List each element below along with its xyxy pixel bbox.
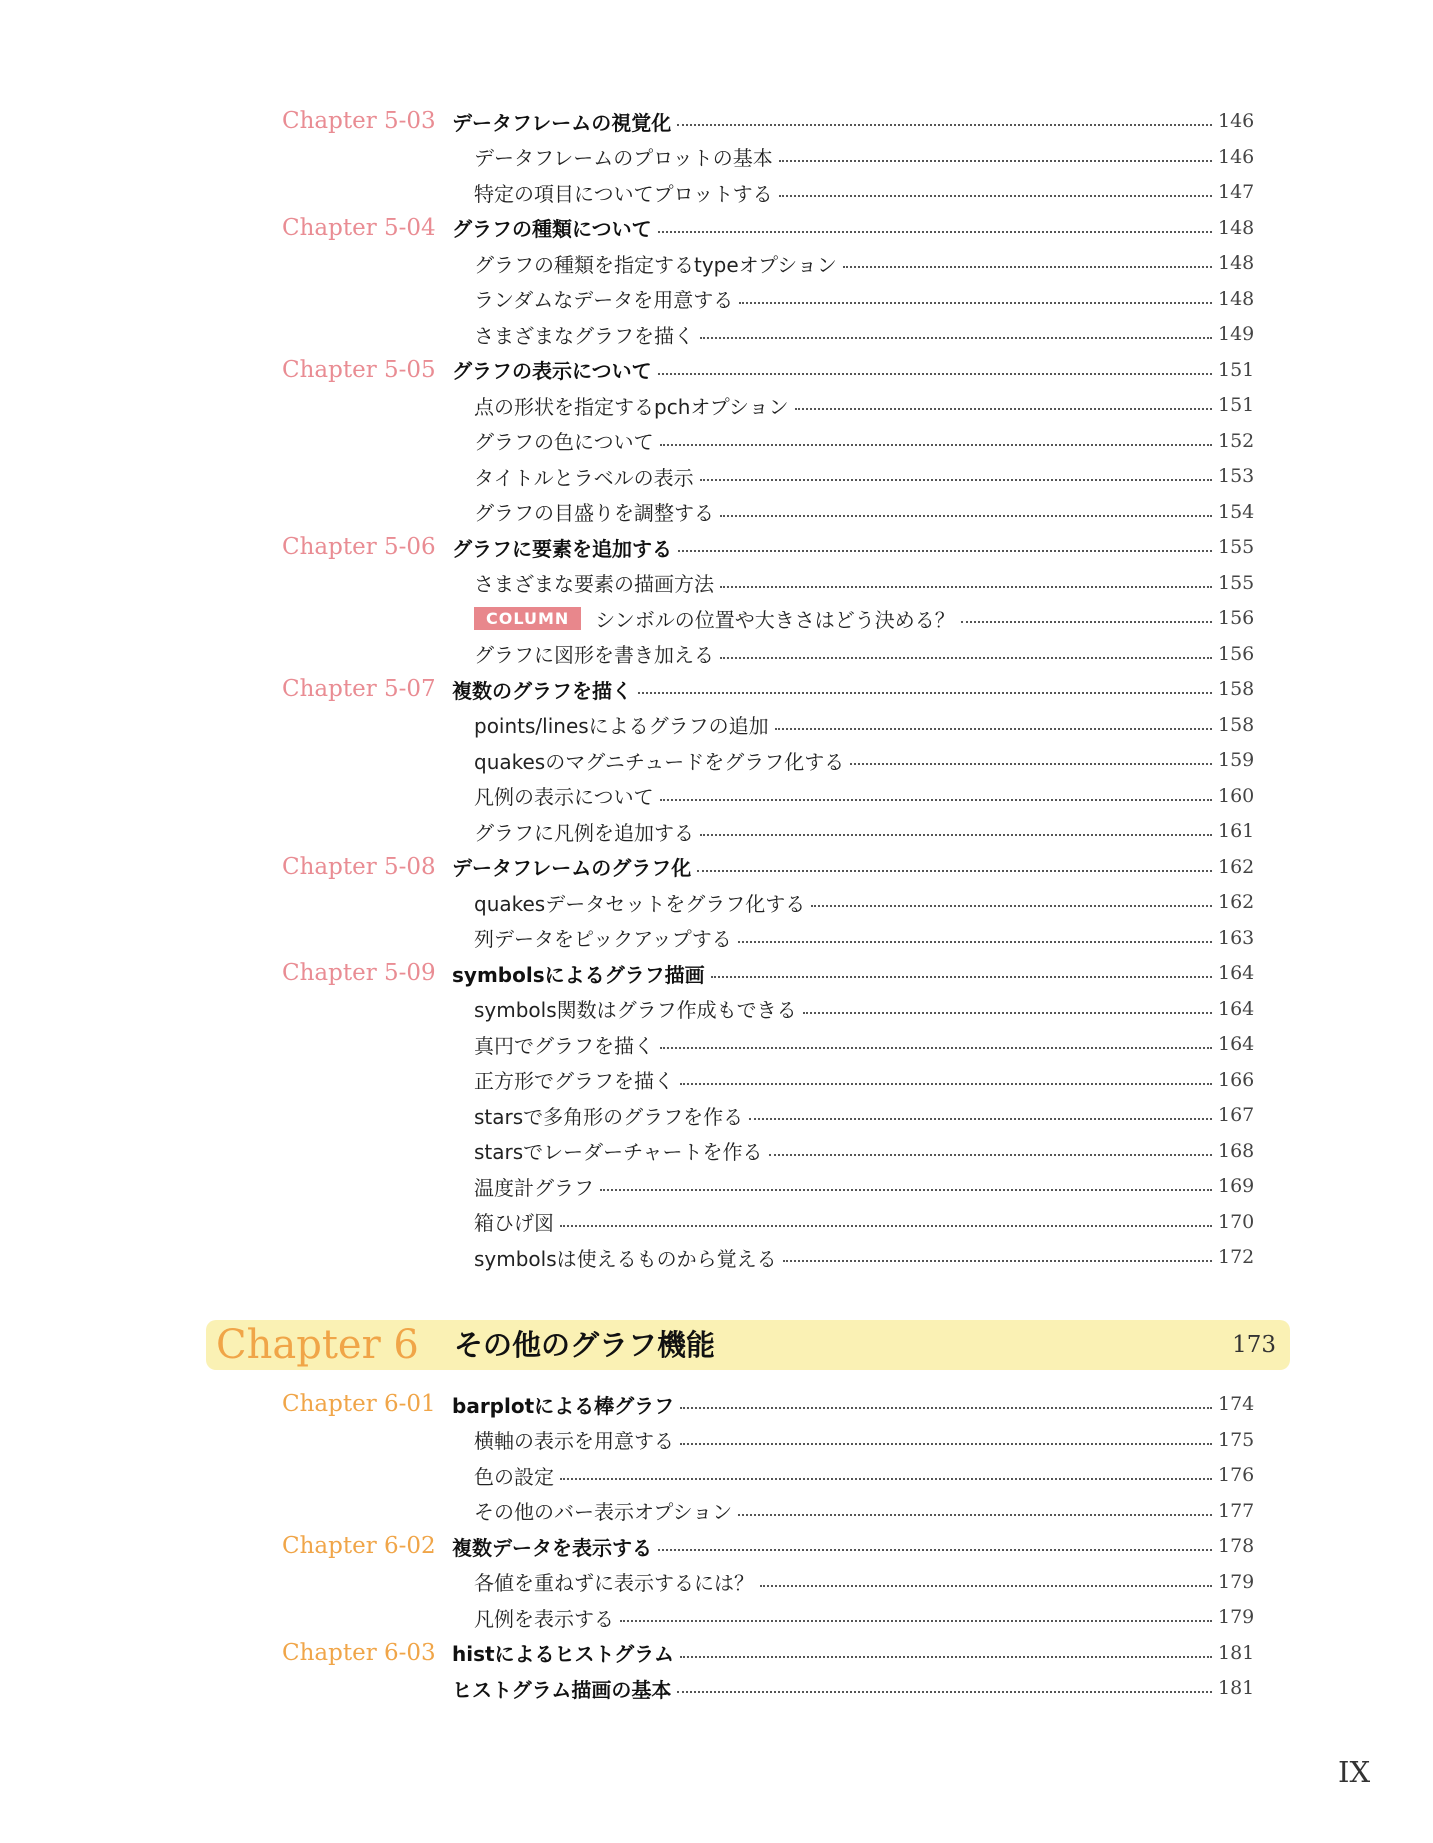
toc-leader-line bbox=[474, 1423, 1254, 1457]
toc-leader-line bbox=[474, 1494, 1254, 1528]
toc-entry-row bbox=[0, 1565, 1433, 1599]
page-number: 163 bbox=[1218, 926, 1255, 949]
dot-leader bbox=[600, 1189, 1212, 1191]
toc-entry-row bbox=[0, 1600, 1433, 1634]
entry-title: グラフの色について bbox=[474, 430, 654, 454]
dot-leader bbox=[779, 195, 1212, 197]
toc-chapter-row bbox=[0, 1636, 1433, 1670]
page-number: 148 bbox=[1218, 287, 1255, 310]
entry-title: 特定の項目についてプロットする bbox=[474, 181, 773, 206]
page-number: 170 bbox=[1218, 1210, 1255, 1233]
entry-title: 列データをピックアップする bbox=[474, 927, 732, 951]
toc-leader-line bbox=[474, 779, 1254, 813]
entry-title: quakesのマグニチュードをグラフ化する bbox=[474, 749, 845, 774]
dot-leader bbox=[680, 1083, 1212, 1085]
toc-leader-line bbox=[474, 282, 1254, 316]
toc-leader-line bbox=[474, 1240, 1254, 1274]
page-number: 177 bbox=[1218, 1499, 1255, 1522]
page-number: 164 bbox=[1218, 997, 1255, 1020]
chapter-6-label: Chapter 6 bbox=[216, 1322, 419, 1368]
chapter-number: Chapter 5-09 bbox=[282, 960, 436, 986]
section-title: グラフの表示について bbox=[452, 359, 652, 383]
dot-leader bbox=[720, 586, 1212, 588]
toc-entry-row bbox=[0, 246, 1433, 280]
toc-leader-line bbox=[474, 637, 1254, 671]
dot-leader bbox=[680, 1407, 1212, 1409]
dot-leader bbox=[677, 124, 1212, 126]
page-number: 156 bbox=[1218, 642, 1255, 665]
toc-leader-line bbox=[474, 708, 1254, 742]
section-title: barplotによる棒グラフ bbox=[452, 1393, 675, 1418]
toc-entry-row bbox=[0, 388, 1433, 422]
dot-leader bbox=[700, 337, 1212, 339]
entry-title: グラフに図形を書き加える bbox=[474, 643, 714, 667]
toc-leader-line bbox=[452, 1529, 1254, 1563]
toc-chapter-row bbox=[0, 850, 1433, 884]
toc-entry-row bbox=[0, 779, 1433, 813]
toc-entry-row bbox=[0, 282, 1433, 316]
entry-title: 色の設定 bbox=[474, 1464, 554, 1489]
dot-leader bbox=[779, 160, 1212, 162]
page-folio: IX bbox=[1338, 1755, 1371, 1789]
page-number: 160 bbox=[1218, 784, 1255, 807]
toc-leader-line bbox=[474, 1134, 1254, 1168]
toc-chapter-row bbox=[0, 211, 1433, 245]
toc-leader-line bbox=[474, 566, 1254, 600]
entry-title: 箱ひげ図 bbox=[474, 1211, 554, 1235]
toc-leader-line bbox=[474, 1027, 1254, 1061]
toc-entry-row bbox=[0, 743, 1433, 777]
toc-leader-line bbox=[474, 1205, 1254, 1239]
toc-entry-row bbox=[0, 814, 1433, 848]
section-title: データフレームの視覚化 bbox=[452, 110, 672, 135]
toc-leader-line bbox=[474, 459, 1254, 493]
toc-leader-line bbox=[452, 672, 1254, 706]
entry-title: データフレームのプロットの基本 bbox=[474, 146, 773, 170]
chapter-number: Chapter 5-05 bbox=[282, 356, 436, 383]
toc-entry-row bbox=[0, 1240, 1433, 1274]
page-number: 146 bbox=[1218, 145, 1255, 168]
toc-leader-line bbox=[474, 601, 1254, 635]
toc-entry-row bbox=[0, 1169, 1433, 1203]
chapter-number: Chapter 6-01 bbox=[282, 1391, 436, 1417]
entry-title: グラフの種類を指定するtypeオプション bbox=[474, 252, 837, 277]
toc-leader-line bbox=[474, 1169, 1254, 1203]
toc-leader-line bbox=[474, 388, 1254, 422]
toc-leader-line bbox=[474, 921, 1254, 955]
toc-entry-row bbox=[0, 317, 1433, 351]
page-number: 155 bbox=[1218, 571, 1255, 594]
page-number: 168 bbox=[1218, 1139, 1255, 1162]
toc-leader-line bbox=[474, 885, 1254, 919]
page-number: 149 bbox=[1218, 323, 1255, 345]
toc-leader-line bbox=[452, 353, 1254, 387]
dot-leader bbox=[700, 479, 1212, 481]
toc-leader-line bbox=[474, 246, 1254, 280]
entry-title: さまざまなグラフを描く bbox=[474, 323, 694, 348]
toc-leader-line bbox=[474, 495, 1254, 529]
dot-leader bbox=[560, 1478, 1212, 1480]
entry-title: シンボルの位置や大きさはどう決める？ bbox=[595, 607, 955, 632]
chapter-number: Chapter 5-07 bbox=[282, 676, 436, 702]
section-title: histによるヒストグラム bbox=[452, 1642, 674, 1666]
toc-leader-line bbox=[474, 743, 1254, 777]
page-number: 175 bbox=[1218, 1428, 1255, 1451]
entry-title: タイトルとラベルの表示 bbox=[474, 465, 694, 490]
page-number: 167 bbox=[1218, 1104, 1255, 1126]
toc-leader-line bbox=[474, 1565, 1254, 1599]
chapter-number: Chapter 5-06 bbox=[282, 534, 436, 560]
page-number: 155 bbox=[1218, 536, 1255, 558]
page-number: 158 bbox=[1218, 713, 1255, 736]
dot-leader bbox=[658, 373, 1212, 375]
toc-leader-line bbox=[474, 1098, 1254, 1132]
dot-leader bbox=[620, 1620, 1212, 1622]
entry-title: 横軸の表示を用意する bbox=[474, 1429, 674, 1453]
toc-entry-row bbox=[0, 424, 1433, 458]
page-number: 181 bbox=[1218, 1677, 1255, 1699]
toc-leader-line bbox=[452, 104, 1254, 138]
chapter-number: Chapter 5-08 bbox=[282, 853, 436, 880]
toc-entry-row bbox=[0, 140, 1433, 174]
page-number: 179 bbox=[1218, 1570, 1255, 1593]
toc-entry-row bbox=[0, 1098, 1433, 1132]
chapter-6-banner bbox=[206, 1320, 1290, 1370]
toc-chapter-row bbox=[0, 956, 1433, 990]
toc-entry-row bbox=[0, 459, 1433, 493]
chapter-number: Chapter 6-02 bbox=[282, 1533, 436, 1559]
entry-title: ランダムなデータを用意する bbox=[474, 288, 734, 312]
chapter-number: Chapter 6-03 bbox=[282, 1639, 436, 1666]
toc-leader-line bbox=[474, 1458, 1254, 1492]
dot-leader bbox=[738, 1514, 1212, 1516]
dot-leader bbox=[720, 657, 1212, 659]
toc-entry-row bbox=[0, 495, 1433, 529]
dot-leader bbox=[749, 1118, 1212, 1120]
page-number: 164 bbox=[1218, 962, 1255, 984]
dot-leader bbox=[850, 763, 1212, 765]
dot-leader bbox=[680, 1656, 1212, 1658]
toc-entry-row bbox=[0, 637, 1433, 671]
section-title: データフレームのグラフ化 bbox=[452, 856, 692, 880]
entry-title: 正方形でグラフを描く bbox=[474, 1069, 674, 1093]
toc-entry-row bbox=[0, 1671, 1433, 1705]
entry-title: グラフの目盛りを調整する bbox=[474, 501, 714, 525]
page-number: 158 bbox=[1218, 678, 1255, 700]
toc-leader-line bbox=[474, 1063, 1254, 1097]
toc-leader-line bbox=[452, 1636, 1254, 1670]
toc-entry-row bbox=[0, 1134, 1433, 1168]
chapter-number: Chapter 5-04 bbox=[282, 214, 436, 241]
toc-leader-line bbox=[474, 140, 1254, 174]
toc-entry-row bbox=[0, 566, 1433, 600]
entry-title: 点の形状を指定するpchオプション bbox=[474, 394, 789, 419]
toc-leader-line bbox=[452, 211, 1254, 245]
toc-chapter-row bbox=[0, 530, 1433, 564]
chapter-6-title: その他のグラフ機能 bbox=[454, 1328, 716, 1362]
entry-title: ヒストグラム描画の基本 bbox=[452, 1677, 672, 1702]
toc-entry-row bbox=[0, 601, 1433, 635]
section-title: グラフの種類について bbox=[452, 217, 652, 241]
toc-chapter-row bbox=[0, 672, 1433, 706]
page-number: 156 bbox=[1218, 607, 1255, 629]
toc-entry-row bbox=[0, 885, 1433, 919]
dot-leader bbox=[720, 515, 1212, 517]
page-number: 159 bbox=[1218, 749, 1255, 771]
dot-leader bbox=[658, 231, 1212, 233]
page-number: 178 bbox=[1218, 1535, 1255, 1557]
toc-entry-row bbox=[0, 175, 1433, 209]
dot-leader bbox=[795, 408, 1212, 410]
page-number: 148 bbox=[1218, 252, 1255, 274]
section-title: 複数のグラフを描く bbox=[452, 678, 632, 703]
toc-leader-line bbox=[474, 992, 1254, 1026]
entry-title: quakesデータセットをグラフ化する bbox=[474, 891, 806, 916]
entry-title: グラフに凡例を追加する bbox=[474, 820, 694, 845]
page-number: 151 bbox=[1218, 358, 1255, 381]
dot-leader bbox=[660, 1047, 1212, 1049]
entry-title: symbolsは使えるものから覚える bbox=[474, 1246, 777, 1271]
toc-entry-row bbox=[0, 1494, 1433, 1528]
section-title: 複数データを表示する bbox=[452, 1535, 652, 1560]
toc-leader-line bbox=[452, 956, 1254, 990]
toc-entry-row bbox=[0, 1027, 1433, 1061]
dot-leader bbox=[738, 941, 1212, 943]
page-number: 166 bbox=[1218, 1068, 1255, 1091]
toc-leader-line bbox=[474, 317, 1254, 351]
dot-leader bbox=[680, 1443, 1212, 1445]
entry-title: その他のバー表示オプション bbox=[474, 1500, 733, 1524]
dot-leader bbox=[775, 728, 1212, 730]
toc-leader-line bbox=[474, 814, 1254, 848]
page-number: 162 bbox=[1218, 855, 1255, 878]
page-number: 181 bbox=[1218, 1641, 1255, 1664]
entry-title: 各値を重ねずに表示するには？ bbox=[474, 1571, 754, 1595]
page-number: 161 bbox=[1218, 820, 1255, 842]
dot-leader bbox=[700, 834, 1212, 836]
page-number: 147 bbox=[1218, 181, 1255, 203]
page-number: 169 bbox=[1218, 1175, 1255, 1197]
column-badge: COLUMN bbox=[474, 607, 581, 630]
page-number: 174 bbox=[1218, 1393, 1255, 1415]
chapter-6-page: 173 bbox=[1232, 1332, 1276, 1358]
toc-entry-row bbox=[0, 1205, 1433, 1239]
entry-title: 真円でグラフを描く bbox=[474, 1033, 654, 1058]
page-number: 153 bbox=[1218, 465, 1255, 487]
entry-title: 凡例を表示する bbox=[474, 1606, 614, 1631]
entry-title: 温度計グラフ bbox=[474, 1175, 594, 1200]
section-title: グラフに要素を追加する bbox=[452, 536, 672, 561]
page-number: 146 bbox=[1218, 110, 1255, 132]
entry-title: 凡例の表示について bbox=[474, 785, 654, 809]
dot-leader bbox=[843, 266, 1212, 268]
toc-leader-line bbox=[474, 1600, 1254, 1634]
toc-chapter-row bbox=[0, 104, 1433, 138]
page-number: 148 bbox=[1218, 216, 1255, 239]
toc-entry-row bbox=[0, 921, 1433, 955]
toc-leader-line bbox=[452, 530, 1254, 564]
entry-title: starsでレーダーチャートを作る bbox=[474, 1140, 763, 1164]
dot-leader bbox=[658, 1549, 1212, 1551]
toc-leader-line bbox=[474, 175, 1254, 209]
dot-leader bbox=[961, 621, 1212, 623]
page-number: 151 bbox=[1218, 394, 1255, 416]
toc-entry-row bbox=[0, 992, 1433, 1026]
toc-leader-line bbox=[452, 1671, 1254, 1705]
toc-chapter-row bbox=[0, 1529, 1433, 1563]
dot-leader bbox=[739, 302, 1212, 304]
toc-entry-row bbox=[0, 1458, 1433, 1492]
dot-leader bbox=[660, 444, 1212, 446]
dot-leader bbox=[803, 1012, 1212, 1014]
section-title: symbolsによるグラフ描画 bbox=[452, 962, 705, 987]
entry-title: さまざまな要素の描画方法 bbox=[474, 572, 714, 596]
toc-leader-line bbox=[452, 1387, 1254, 1421]
entry-title: points/linesによるグラフの追加 bbox=[474, 714, 769, 738]
page-number: 176 bbox=[1218, 1464, 1255, 1486]
toc-leader-line bbox=[452, 850, 1254, 884]
toc-entry-row bbox=[0, 1423, 1433, 1457]
toc-entry-row bbox=[0, 1063, 1433, 1097]
page-number: 162 bbox=[1218, 891, 1255, 913]
dot-leader bbox=[783, 1260, 1212, 1262]
page-number: 152 bbox=[1218, 429, 1255, 452]
dot-leader bbox=[697, 870, 1212, 872]
dot-leader bbox=[811, 905, 1212, 907]
dot-leader bbox=[638, 692, 1212, 694]
page-number: 172 bbox=[1218, 1246, 1255, 1268]
toc-leader-line bbox=[474, 424, 1254, 458]
dot-leader bbox=[711, 976, 1212, 978]
dot-leader bbox=[660, 799, 1212, 801]
entry-title: starsで多角形のグラフを作る bbox=[474, 1104, 744, 1129]
dot-leader bbox=[678, 550, 1212, 552]
dot-leader bbox=[769, 1154, 1212, 1156]
page-number: 164 bbox=[1218, 1033, 1255, 1055]
toc-chapter-row bbox=[0, 1387, 1433, 1421]
dot-leader bbox=[560, 1225, 1212, 1227]
chapter-number: Chapter 5-03 bbox=[282, 108, 436, 134]
dot-leader bbox=[677, 1691, 1212, 1693]
toc-chapter-row bbox=[0, 353, 1433, 387]
page-number: 154 bbox=[1218, 500, 1255, 523]
page-number: 179 bbox=[1218, 1606, 1255, 1628]
toc-entry-row bbox=[0, 708, 1433, 742]
dot-leader bbox=[760, 1585, 1212, 1587]
entry-title: symbols関数はグラフ作成もできる bbox=[474, 998, 797, 1022]
